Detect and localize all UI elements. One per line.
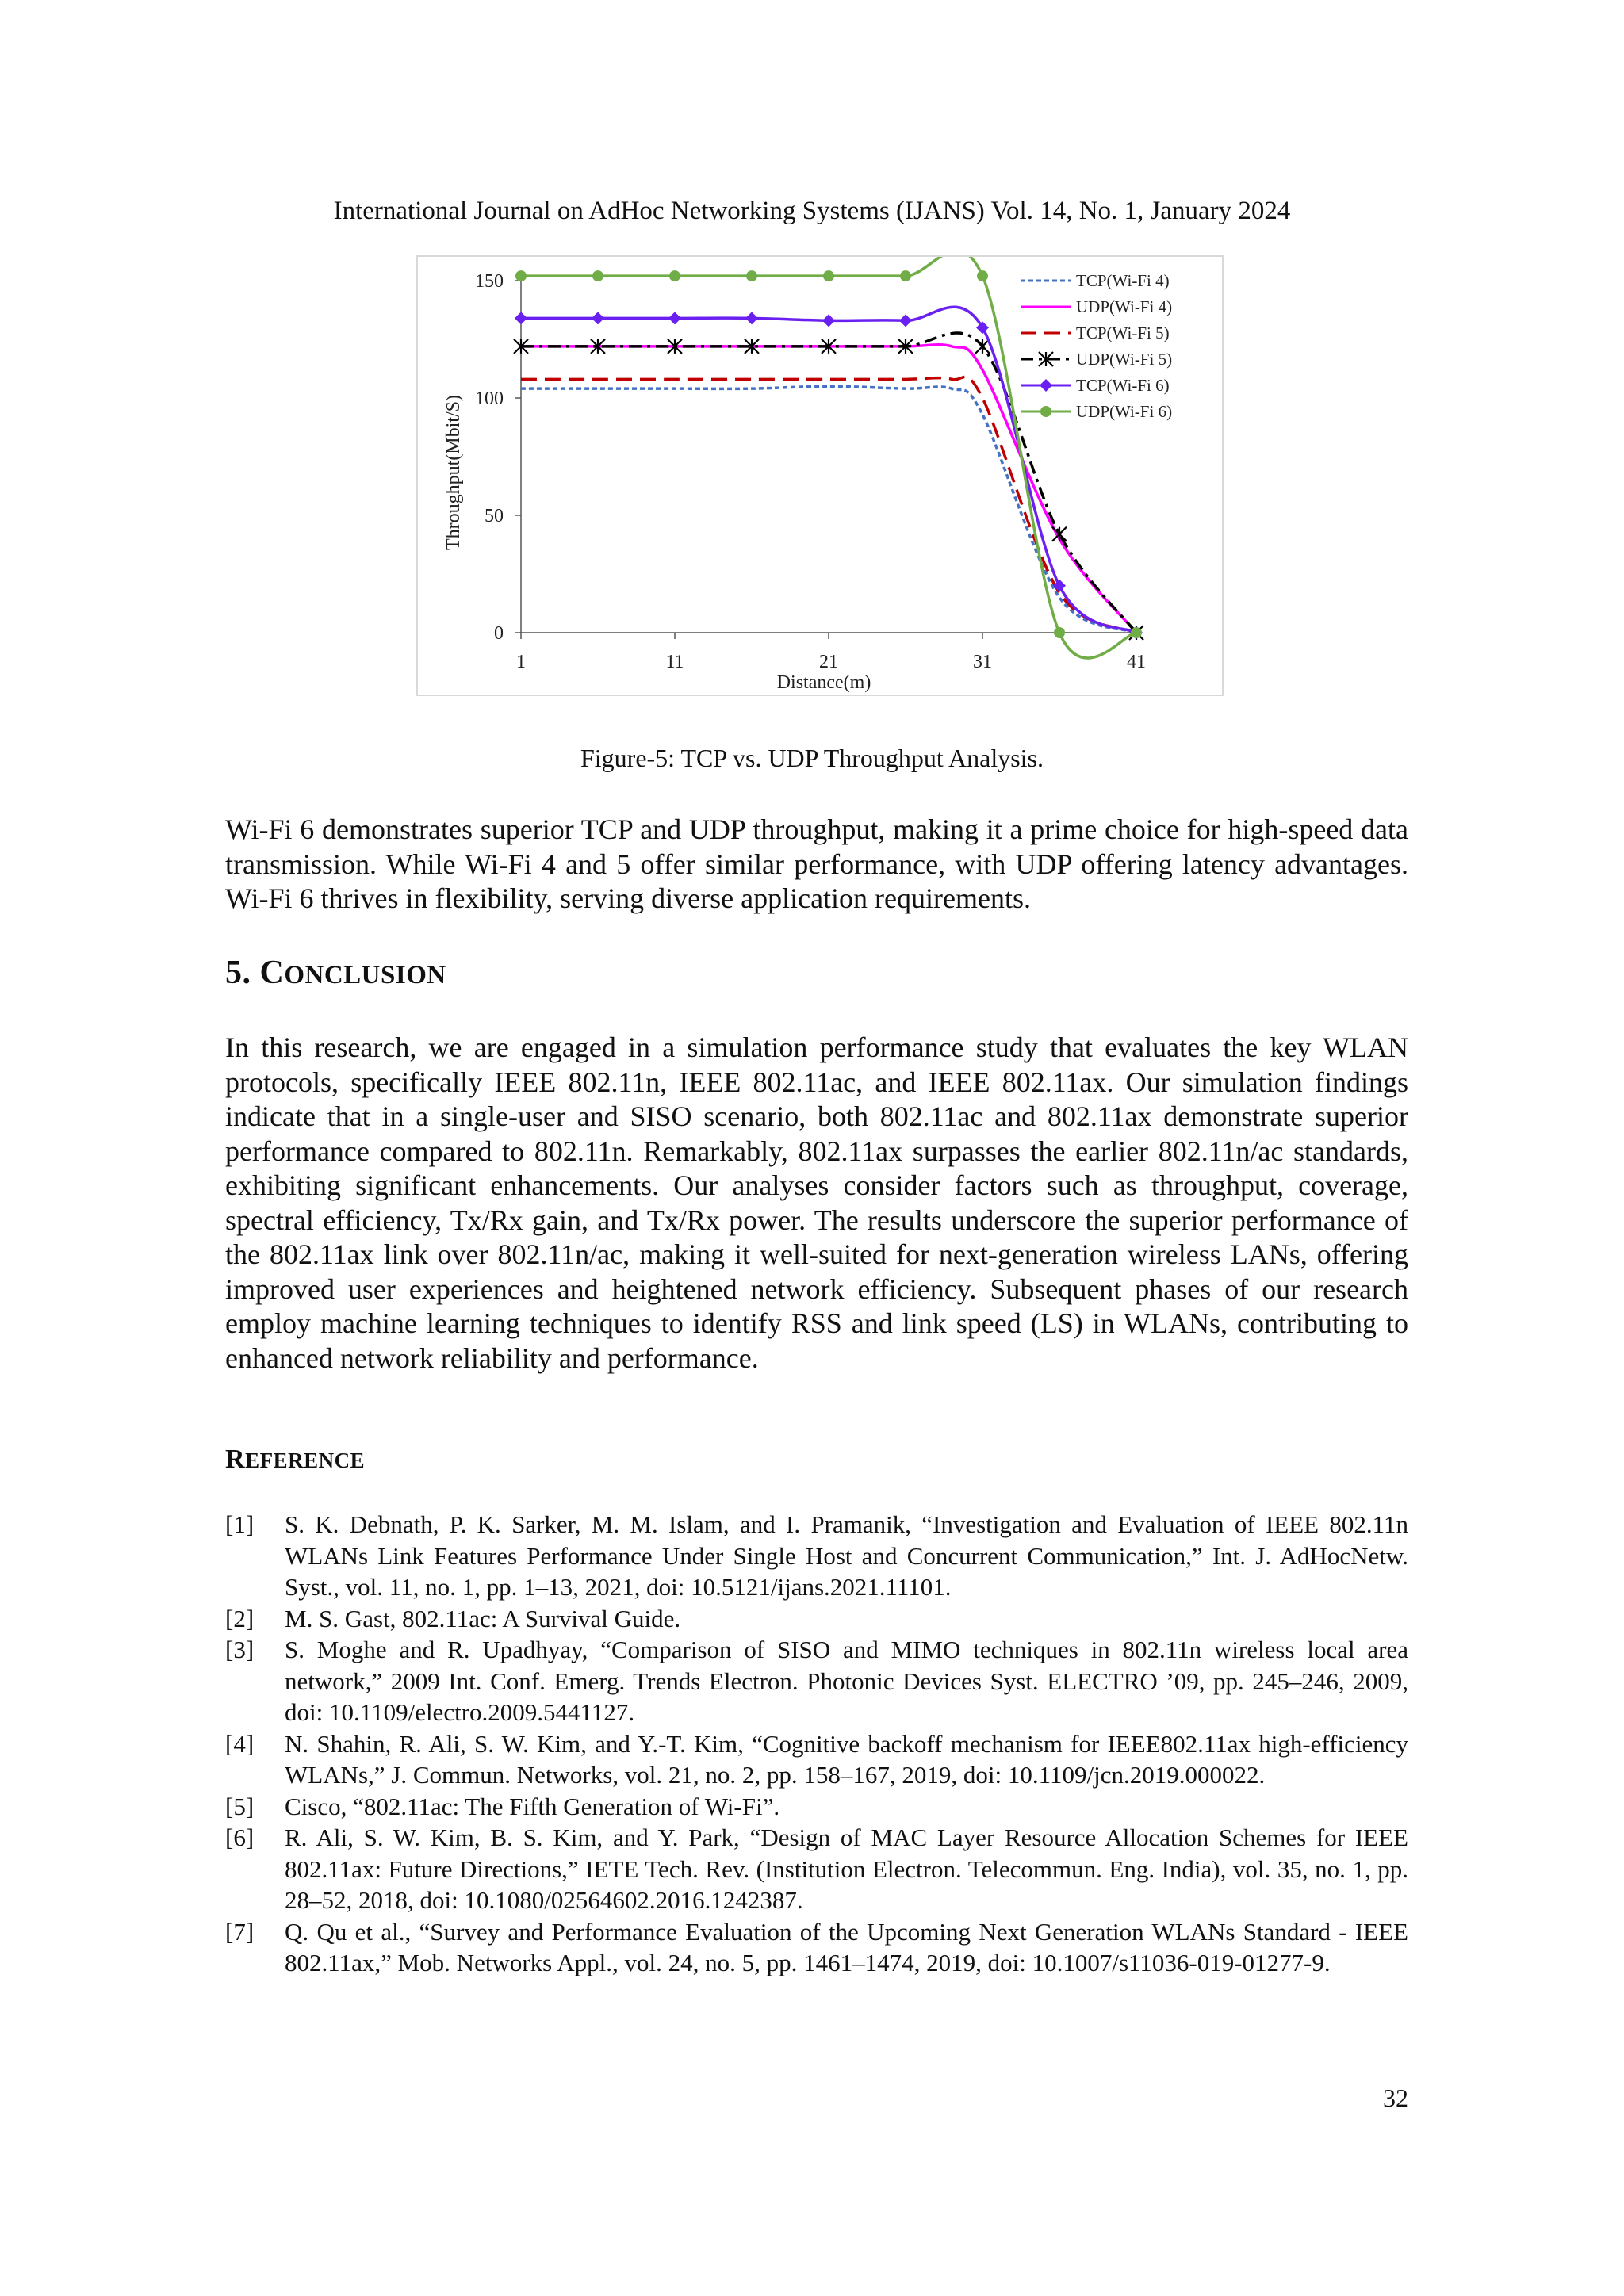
reference-item [225, 1634, 1408, 1728]
reference-number: [7] [225, 1917, 255, 1946]
data-point [1052, 527, 1067, 541]
figure-caption: Figure-5: TCP vs. UDP Throughput Analysis. [580, 744, 1044, 772]
data-point [746, 270, 757, 281]
reference-list [225, 1509, 1408, 1979]
reference-item [225, 1916, 1408, 1979]
data-point [515, 312, 527, 324]
data-point [745, 312, 758, 324]
references-title-initial: R [225, 1445, 246, 1474]
reference-text: S. Moghe and R. Upadhyay, “Comparison of SISO and MIMO techniques in 802.11n wireless local area network,” 2009 Int. Conf. Emerg. Trends Electron. Photonic Devices Syst. ELECTRO ’09, pp. 245–246, 2009, doi: 10.1109/electro.2009.5441127. [285, 1636, 1408, 1726]
reference-item [225, 1509, 1408, 1603]
y-tick-label: 50 [485, 506, 504, 526]
reference-number: [2] [225, 1604, 255, 1632]
reference-text: R. Ali, S. W. Kim, B. S. Kim, and Y. Park, “Design of MAC Layer Resource Allocation Schemes for IEEE 802.11ax: Future Directions,” IETE Tech. Rev. (Institution Electron. Telecommun. Eng. India), vol. 35, no. 1, pp. 28–52, 2018, doi: 10.1080/02564602.2016.1242387. [285, 1823, 1408, 1914]
data-point [592, 270, 603, 281]
legend-label: TCP(Wi-Fi 4) [1076, 271, 1170, 290]
discussion-paragraph: Wi-Fi 6 demonstrates superior TCP and UDP throughput, making it a prime choice for high-speed data transmission. While Wi-Fi 4 and 5 offer similar performance, with UDP offering latency advantages. Wi-Fi 6 thrives in flexibility, serving diverse application requirements. [225, 813, 1408, 914]
legend-label: UDP(Wi-Fi 5) [1076, 350, 1173, 369]
reference-text: Q. Qu et al., “Survey and Performance Evaluation of the Upcoming Next Generation WLANs Standard - IEEE 802.11ax,” Mob. Networks Appl., vol. 24, no. 5, pp. 1461–1474, 2019, doi: 10.1007/s11036-019-01277-9. [285, 1917, 1408, 1976]
data-point [900, 270, 911, 281]
legend-label: TCP(Wi-Fi 6) [1076, 376, 1170, 395]
x-tick-label: 1 [516, 652, 526, 672]
x-axis-label: Distance(m) [776, 672, 871, 693]
section-number: 5. [225, 955, 251, 991]
data-point [669, 270, 680, 281]
legend-label: UDP(Wi-Fi 6) [1076, 402, 1173, 421]
legend-marker [1040, 379, 1052, 392]
section-heading-conclusion [225, 954, 446, 992]
x-tick-label: 11 [665, 652, 684, 672]
reference-number: [5] [225, 1792, 255, 1820]
legend-label: UDP(Wi-Fi 4) [1076, 297, 1173, 316]
data-point [977, 270, 988, 281]
reference-text: S. K. Debnath, P. K. Sarker, M. M. Islam, and I. Pramanik, “Investigation and Evaluation of IEEE 802.11n WLANs Link Features Performance Under Single Host and Concurrent Communication,” Int. J. AdHocNetw. Syst., vol. 11, no. 1, pp. 1–13, 2021, doi: 10.5121/ijans.2021.11101. [285, 1510, 1408, 1601]
data-point [668, 312, 681, 324]
y-axis-label: Throughput(Mbit/S) [443, 395, 464, 550]
legend-label: TCP(Wi-Fi 5) [1076, 323, 1170, 342]
reference-number: [3] [225, 1636, 255, 1663]
references-heading [225, 1445, 365, 1475]
section-title-rest: ONCLUSION [284, 961, 446, 989]
data-point [1131, 627, 1142, 638]
x-tick-label: 21 [819, 652, 838, 672]
reference-text: N. Shahin, R. Ali, S. W. Kim, and Y.-T. Kim, “Cognitive backoff mechanism for IEEE802.11ax high-efficiency WLANs,” J. Commun. Networks, vol. 21, no. 2, pp. 158–167, 2019, doi: 10.1109/jcn.2019.000022. [285, 1729, 1408, 1789]
journal-header: International Journal on AdHoc Networking Systems (IJANS) Vol. 14, No. 1, January 2024 [333, 197, 1291, 225]
reference-item [225, 1728, 1408, 1791]
data-point [592, 312, 604, 324]
reference-item [225, 1791, 1408, 1823]
data-point [1053, 580, 1066, 592]
reference-item [225, 1603, 1408, 1635]
page-number: 32 [1383, 2084, 1408, 2112]
reference-number: [1] [225, 1510, 255, 1538]
data-point [515, 270, 527, 281]
data-point [899, 314, 912, 327]
reference-text: M. S. Gast, 802.11ac: A Survival Guide. [285, 1604, 681, 1632]
y-tick-label: 0 [494, 623, 504, 644]
reference-number: [4] [225, 1729, 255, 1758]
reference-item [225, 1822, 1408, 1916]
section-title-initial: C [259, 955, 285, 991]
data-point [823, 270, 834, 281]
legend-marker [1040, 406, 1051, 417]
y-tick-label: 150 [475, 271, 504, 292]
data-point [1054, 627, 1065, 638]
conclusion-paragraph: In this research, we are engaged in a simulation performance study that evaluates the key WLAN protocols, specifically IEEE 802.11n, IEEE 802.11ac, and IEEE 802.11ax. Our simulation findings indicate that in a single-user and SISO scenario, both 802.11ac and 802.11ax demonstrate superior performance compared to 802.11n. Remarkably, 802.11ax surpasses the earlier 802.11n/ac standards, exhibiting significant enhancements. Our analyses consider factors such as throughput, coverage, spectral efficiency, Tx/Rx gain, and Tx/Rx power. The results underscore the superior performance of the 802.11ax link over 802.11n/ac, making it well-suited for next-generation wireless LANs, offering improved user experiences and heightened network efficiency. Subsequent phases of our research employ machine learning techniques to identify RSS and link speed (LS) in WLANs, contributing to enhanced network reliability and performance. [225, 1031, 1408, 1374]
x-tick-label: 31 [973, 652, 992, 672]
chart-canvas [418, 257, 1225, 698]
x-tick-label: 41 [1127, 652, 1146, 672]
y-tick-label: 100 [475, 388, 504, 409]
references-title-rest: EFERENCE [245, 1448, 366, 1472]
throughput-chart [416, 255, 1224, 696]
data-point [822, 314, 835, 327]
reference-text: Cisco, “802.11ac: The Fifth Generation of Wi-Fi”. [285, 1792, 780, 1820]
reference-number: [6] [225, 1823, 255, 1851]
series-line [521, 333, 1136, 633]
